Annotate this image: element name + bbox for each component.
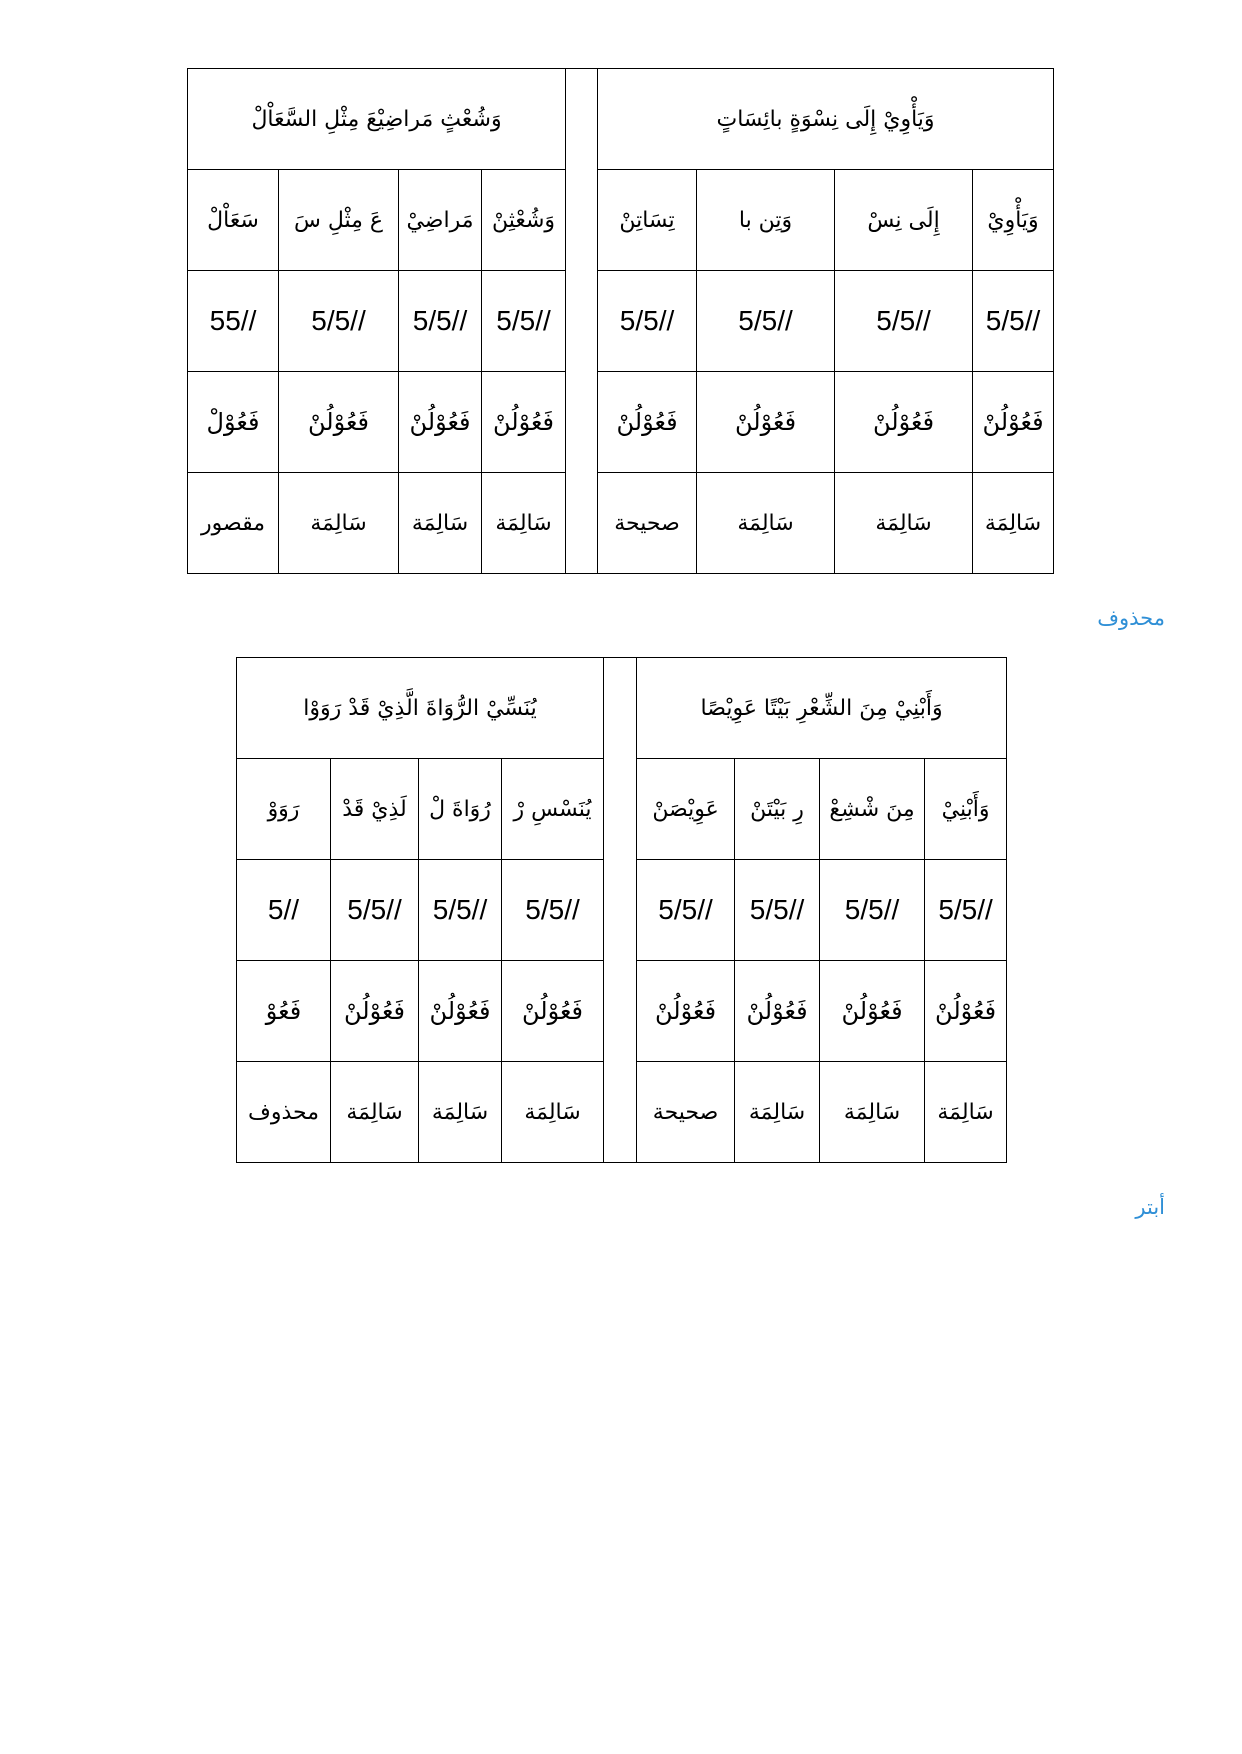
foot-cell: فَعُوْلُنْ bbox=[697, 372, 835, 473]
foot-cell: فَعُوْلُنْ bbox=[502, 961, 604, 1062]
state-cell: سَالِمَة bbox=[399, 473, 482, 574]
state-cell: سَالِمَة bbox=[419, 1062, 502, 1163]
segment-cell: رُوَاةَ لْ bbox=[419, 759, 502, 860]
state-cell: محذوف bbox=[237, 1062, 331, 1163]
scansion-cell: 5/5// bbox=[973, 271, 1054, 372]
foot-cell: فَعُوْلُنْ bbox=[279, 372, 399, 473]
foot-cell: فَعُوْلُنْ bbox=[419, 961, 502, 1062]
prosody-table-2 bbox=[236, 657, 1007, 1163]
state-cell: سَالِمَة bbox=[331, 1062, 419, 1163]
segment-cell: مِنَ شْشِعْ bbox=[820, 759, 925, 860]
verse-row bbox=[237, 658, 1007, 759]
scansion-cell: 5/5// bbox=[399, 271, 482, 372]
note-label-2: أبتر bbox=[1135, 1195, 1165, 1219]
segment-cell: عَ مِثْلِ سَ bbox=[279, 170, 399, 271]
scansion-cell: 55// bbox=[188, 271, 279, 372]
foot-cell: فَعُوْلْ bbox=[188, 372, 279, 473]
segment-cell: تِسَاتِنْ bbox=[598, 170, 697, 271]
scansion-cell: 5/5// bbox=[835, 271, 973, 372]
foot-cell: فَعُوْلُنْ bbox=[399, 372, 482, 473]
segment-cell: رِ بَيْتَنْ bbox=[735, 759, 820, 860]
foot-cell: فَعُوْلُنْ bbox=[925, 961, 1007, 1062]
hemistich-separator bbox=[604, 658, 637, 1163]
scansion-cell: 5/5// bbox=[598, 271, 697, 372]
segment-cell: وَيَأْوِيْ bbox=[973, 170, 1054, 271]
scansion-cell: 5// bbox=[237, 860, 331, 961]
state-cell: سَالِمَة bbox=[697, 473, 835, 574]
state-cell: سَالِمَة bbox=[925, 1062, 1007, 1163]
state-cell: سَالِمَة bbox=[482, 473, 566, 574]
verse-row bbox=[188, 69, 1054, 170]
state-cell: صحيحة bbox=[637, 1062, 735, 1163]
foot-cell: فَعُوْلُنْ bbox=[835, 372, 973, 473]
state-cell: سَالِمَة bbox=[502, 1062, 604, 1163]
state-cell: مقصور bbox=[188, 473, 279, 574]
states-row bbox=[188, 473, 1054, 574]
segments-row bbox=[188, 170, 1054, 271]
segment-cell: يُنَسْسِ رْ bbox=[502, 759, 604, 860]
segment-cell: مَراضِيْ bbox=[399, 170, 482, 271]
segment-cell: وَشُعْثِنْ bbox=[482, 170, 566, 271]
state-cell: سَالِمَة bbox=[820, 1062, 925, 1163]
segment-cell: وَتِن با bbox=[697, 170, 835, 271]
scansion-cell: 5/5// bbox=[331, 860, 419, 961]
note-label-1: محذوف bbox=[1097, 606, 1165, 630]
scansion-cell: 5/5// bbox=[482, 271, 566, 372]
scansion-cell: 5/5// bbox=[279, 271, 399, 372]
state-cell: سَالِمَة bbox=[735, 1062, 820, 1163]
foot-cell: فَعُوْلُنْ bbox=[973, 372, 1054, 473]
scansion-cell: 5/5// bbox=[820, 860, 925, 961]
segment-cell: إِلَى نِسْ bbox=[835, 170, 973, 271]
scansion-cell: 5/5// bbox=[925, 860, 1007, 961]
segment-cell: سَعَاْلْ bbox=[188, 170, 279, 271]
foot-cell: فَعُوْلُنْ bbox=[637, 961, 735, 1062]
foot-cell: فَعُوْلُنْ bbox=[482, 372, 566, 473]
foot-cell: فَعُوْلُنْ bbox=[331, 961, 419, 1062]
segment-cell: عَوِيْصَنْ bbox=[637, 759, 735, 860]
foot-cell: فَعُوْلُنْ bbox=[735, 961, 820, 1062]
feet-row bbox=[188, 372, 1054, 473]
segment-cell: رَوَوْ bbox=[237, 759, 331, 860]
state-cell: سَالِمَة bbox=[835, 473, 973, 574]
scansion-cell: 5/5// bbox=[637, 860, 735, 961]
scansion-cell: 5/5// bbox=[697, 271, 835, 372]
scansion-cell: 5/5// bbox=[419, 860, 502, 961]
scansion-row bbox=[188, 271, 1054, 372]
foot-cell: فَعُوْلُنْ bbox=[598, 372, 697, 473]
verse-second-hemistich: وَشُعْثٍ مَراضِيْعَ مِثْلِ السَّعَاْلْ bbox=[188, 69, 566, 170]
scansion-cell: 5/5// bbox=[502, 860, 604, 961]
scansion-cell: 5/5// bbox=[735, 860, 820, 961]
verse-first-hemistich: وَيَأْوِيْ إِلَى نِسْوَةٍ بائِسَاتٍ bbox=[598, 69, 1054, 170]
verse-second-hemistich: يُنَسِّيْ الرُّوَاةَ الَّذِيْ قَدْ رَوَوْا bbox=[237, 658, 604, 759]
verse-first-hemistich: وَأَبْنِيْ مِنَ الشِّعْرِ بَيْتًا عَوِيْصًا bbox=[637, 658, 1007, 759]
hemistich-separator bbox=[566, 69, 598, 574]
foot-cell: فَعُوْ bbox=[237, 961, 331, 1062]
state-cell: سَالِمَة bbox=[973, 473, 1054, 574]
prosody-table-1 bbox=[187, 68, 1054, 574]
state-cell: سَالِمَة bbox=[279, 473, 399, 574]
segment-cell: لَذِيْ قَدْ bbox=[331, 759, 419, 860]
state-cell: صحيحة bbox=[598, 473, 697, 574]
foot-cell: فَعُوْلُنْ bbox=[820, 961, 925, 1062]
segment-cell: وَأَبْنِيْ bbox=[925, 759, 1007, 860]
